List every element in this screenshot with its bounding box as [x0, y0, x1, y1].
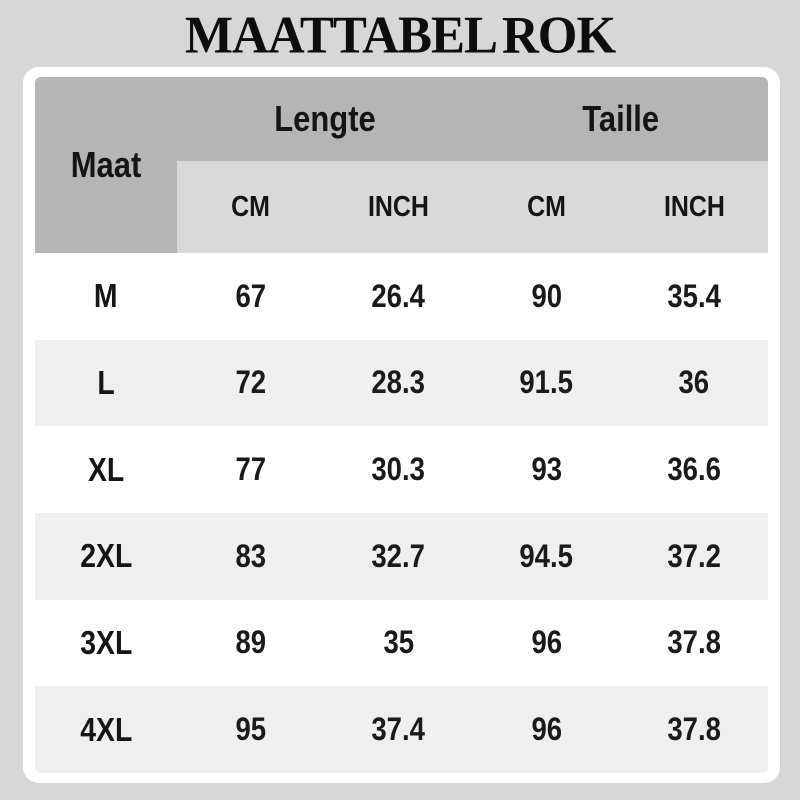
- value-taille-cm: 96: [531, 711, 562, 748]
- value-lengte-inch: 35: [383, 624, 414, 661]
- unit-header-taille-cm: [473, 161, 621, 253]
- value-cell: [620, 340, 768, 427]
- unit-header-lengte-inch: [325, 161, 473, 253]
- value-cell: [177, 600, 325, 687]
- size-cell: [35, 513, 177, 600]
- group-header-lengte: [177, 77, 473, 161]
- size-cell: [35, 686, 177, 773]
- value-cell: [177, 253, 325, 340]
- value-cell: [325, 426, 473, 513]
- group-header-lengte-label: Lengte: [273, 98, 376, 139]
- value-lengte-inch: 32.7: [371, 537, 426, 574]
- size-cell: [35, 340, 177, 427]
- size-cell: [35, 426, 177, 513]
- value-taille-inch: 37.8: [667, 624, 721, 661]
- value-cell: [620, 253, 768, 340]
- size-label: XL: [87, 450, 125, 488]
- value-lengte-inch: 26.4: [371, 277, 426, 314]
- size-chart-card: [23, 67, 780, 783]
- size-label: 2XL: [79, 537, 133, 575]
- value-cell: [177, 340, 325, 427]
- value-lengte-cm: 83: [235, 537, 267, 574]
- value-cell: [620, 686, 768, 773]
- value-taille-cm: 91.5: [519, 364, 574, 401]
- value-lengte-inch: 28.3: [371, 364, 426, 401]
- value-cell: [325, 253, 473, 340]
- value-cell: [620, 600, 768, 687]
- unit-header-label: CM: [526, 190, 566, 223]
- value-cell: [473, 253, 621, 340]
- value-lengte-cm: 72: [235, 364, 267, 401]
- value-taille-inch: 37.8: [667, 711, 721, 748]
- value-cell: [177, 686, 325, 773]
- value-cell: [325, 513, 473, 600]
- value-cell: [325, 686, 473, 773]
- value-lengte-cm: 77: [235, 451, 267, 488]
- size-label: L: [97, 363, 115, 401]
- unit-header-label: INCH: [368, 190, 430, 223]
- value-cell: [177, 426, 325, 513]
- value-lengte-cm: 67: [235, 277, 267, 314]
- size-table: [35, 77, 768, 773]
- value-cell: [473, 340, 621, 427]
- value-taille-cm: 96: [531, 624, 562, 661]
- unit-header-taille-inch: [620, 161, 768, 253]
- value-taille-inch: 36.6: [667, 451, 721, 488]
- column-header-maat-label: Maat: [70, 144, 142, 185]
- size-label: 4XL: [79, 710, 133, 748]
- group-header-taille-label: Taille: [581, 98, 659, 139]
- value-cell: [473, 600, 621, 687]
- value-lengte-inch: 37.4: [371, 711, 426, 748]
- value-lengte-cm: 89: [235, 624, 267, 661]
- value-taille-cm: 94.5: [519, 537, 574, 574]
- value-lengte-cm: 95: [235, 711, 267, 748]
- group-header-taille: [473, 77, 769, 161]
- value-cell: [325, 340, 473, 427]
- column-header-maat: [35, 77, 177, 253]
- page-title: MAATTABEL ROK: [184, 6, 616, 66]
- value-taille-cm: 90: [531, 277, 562, 314]
- value-cell: [620, 513, 768, 600]
- value-cell: [473, 513, 621, 600]
- unit-header-lengte-cm: [177, 161, 325, 253]
- value-cell: [620, 426, 768, 513]
- value-cell: [325, 600, 473, 687]
- value-cell: [473, 686, 621, 773]
- size-label: 3XL: [79, 623, 133, 661]
- size-cell: [35, 253, 177, 340]
- value-taille-cm: 93: [531, 451, 562, 488]
- value-taille-inch: 35.4: [667, 277, 721, 314]
- unit-header-label: CM: [231, 190, 271, 223]
- value-lengte-inch: 30.3: [371, 451, 426, 488]
- value-taille-inch: 37.2: [667, 537, 721, 574]
- size-label: M: [94, 277, 118, 315]
- value-cell: [473, 426, 621, 513]
- size-cell: [35, 600, 177, 687]
- value-cell: [177, 513, 325, 600]
- unit-header-label: INCH: [663, 190, 725, 223]
- value-taille-inch: 36: [678, 364, 710, 401]
